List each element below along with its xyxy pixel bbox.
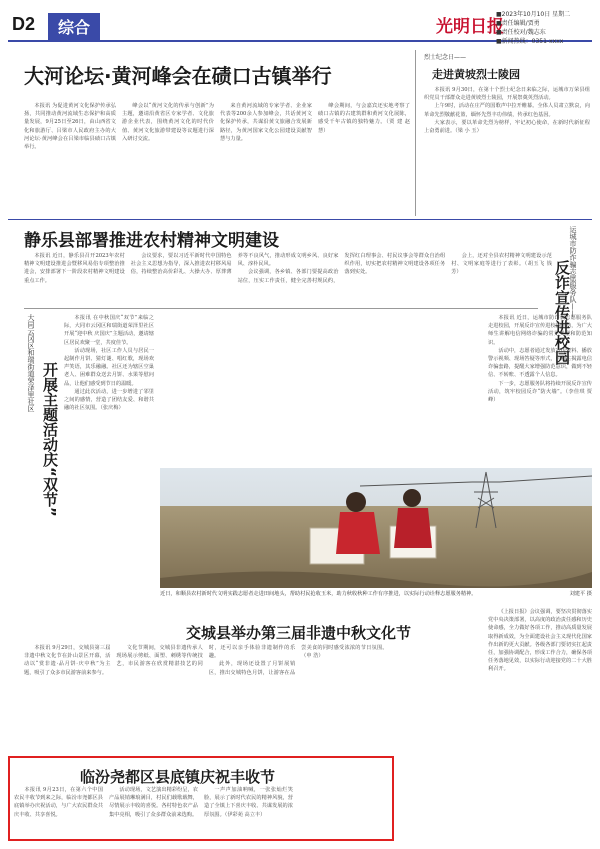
column-divider — [24, 308, 538, 309]
harvest-photo — [160, 468, 592, 588]
sidebar1-title: 走进黄坡烈士陵园 — [432, 68, 520, 81]
article4-body — [24, 644, 480, 752]
article2-title: 静乐县部署推进农村精神文明建设 — [24, 231, 279, 251]
paragraph: 本报讯 近日，运城市防诈骗志愿服务队走进校园，开展反诈宣传进校园活动，为广大师生讲解电信网络诈骗的常见类型和防范知识。 — [488, 315, 592, 346]
paragraph: 通过此次活动，进一步增进了邻里之间的感情，营造了团结友爱、和谐共融的社区氛围。（张庆梅） — [64, 388, 154, 412]
newspaper-logo: 光明日报 — [436, 17, 504, 37]
article5-body — [14, 786, 388, 838]
article2-body — [24, 252, 552, 306]
sidebar1-kicker: 烈士纪念日—— — [424, 54, 467, 61]
paragraph: 峰会期间，与会嘉宾还实地考察了碛口古镇的古建筑群和黄河文化展陈，感受千年古镇的独特魅力。（贾 建 赵 慧） — [318, 103, 410, 134]
paragraph: 大家表示，要以革命先烈为榜样，牢记初心使命，在新时代新征程上奋勇前进。（梁 小 玉） — [424, 119, 590, 135]
paragraph: 峰会以“黄河文化的传承与创新”为主题，邀请沿黄省区专家学者、文化旅游企业代表，围绕黄河文化的时代价值、黄河文化旅游带建设等议题进行深入研讨交流。 — [122, 103, 214, 142]
meta-line: ■新闻热线：0351-xxxx — [496, 38, 564, 45]
caption-text: 近日，和顺县农村新时代文明实践志愿者走进田间地头，帮助村民抢收玉米，助力秋收秋种工作有序推进，以实际行动诠释志愿服务精神。 — [160, 591, 477, 597]
paragraph: 本报讯 9月29日，交城县第三届非遗中秋文化节在卦山景区开幕，活动以“赏非遗·品月饼·庆中秋”为主题，吸引了众多市民游客前来参与。 — [24, 645, 111, 676]
meta-line: ■2023年10月10日 星期二 — [496, 11, 571, 18]
meta-line: ■责任编辑/贾勇 — [496, 20, 540, 27]
paragraph: 本报讯 为促进黄河文化保护传承弘扬，共同推动黄河流域生态保护和高质量发展，9月25日至26日，由山西省文化和旅游厅、吕梁市人民政府主办的大河论坛·黄河峰会在吕梁市临县碛口古镇举行。 — [24, 103, 116, 151]
paragraph: 会议强调，各乡镇、各部门要提高政治站位，压实工作责任，健全完善村规民约，发挥红白理事会、村民议事会等群众自治组织作用，切实把农村精神文明建设各项任务落到实处。 — [237, 253, 446, 284]
sidebar1-body — [424, 86, 590, 216]
issue-meta — [496, 10, 588, 46]
paragraph: 本报讯 9月30日，在第十个烈士纪念日来临之际，运城市万荣县组织党员干部群众走进黄坡烈士陵园，开展祭奠英烈活动。 — [424, 87, 590, 102]
paragraph: 活动现场，社区工作人员与居民一起制作月饼、猜灯谜、唱红歌，现场欢声笑语，其乐融融。社区还为辖区空巢老人、困难群众送去月饼、水果等慰问品，让他们感受到节日的温暖。 — [64, 347, 154, 387]
paragraph: 一声声加油呐喊，一张张灿烂笑脸，展示了新时代农民的精神风貌，营造了全镇上下喜庆丰收、共谋发展的浓厚氛围。（伊彩苑 高立丰） — [204, 787, 293, 818]
section-rule — [8, 219, 592, 220]
sidebar2-body — [488, 314, 592, 464]
meta-line: ■责任校对/魏志东 — [496, 29, 546, 36]
article4-title: 交城县举办第三届非遗中秋文化节 — [186, 624, 412, 642]
section-tag: 综合 — [48, 13, 100, 40]
article1-body — [24, 102, 410, 216]
paragraph: 本报讯 9月23日，在第六个中国农民丰收节到来之际，临汾市尧都区县底镇举办庆祝活动，与广大农民群众共庆丰收、共享喜悦。 — [14, 787, 103, 818]
paragraph: 此外，现场还设置了月饼展销区，推出交城特色月饼，让游客在品尝美食的同时感受浓浓的节日氛围。（申 浩） — [208, 645, 388, 676]
paragraph: 下一步，志愿服务队将持续开展反诈宣传活动，筑牢校园反诈“防火墙”。（李佳琪 贾 峰） — [488, 380, 592, 404]
article3-body — [64, 314, 154, 582]
paragraph: 本报讯 近日，静乐县召开2023年农村精神文明建设推进会暨移风易俗专项整治推进会，安排部署下一阶段农村精神文明建设重点工作。 — [24, 253, 125, 284]
article5-title: 临汾尧都区县底镇庆祝丰收节 — [80, 768, 276, 786]
paragraph: 上午9时，活动在庄严的国歌声中拉开帷幕。全体人员肃立默哀，向革命先烈敬献花篮，缅怀先烈丰功伟绩，传承红色基因。 — [424, 103, 590, 118]
paragraph: 活动中，志愿者通过发放宣传资料、播放警示视频、现场答疑等形式，向师生揭露电信诈骗套路，提醒大家增强防范意识，做到不轻信、不转账、不透露个人信息。 — [488, 347, 592, 379]
sidebar2-kicker: 运城市防诈骗志愿服务队—— — [569, 226, 577, 317]
paragraph: 文化节期间，交城县非遗传承人现场展示剪纸、面塑、刺绣等传统技艺，市民游客在欣赏精湛技艺的同时，还可以亲手体验非遗制作的乐趣。 — [116, 645, 296, 668]
article3-kicker: 大同云冈区和瑞街道荣泽里社区 — [27, 314, 35, 412]
paragraph: 活动现场，文艺演出精彩纷呈，农产品展销琳琅满目，村民们载歌载舞，尽情展示丰收的喜悦。各村特色农产品集中亮相，吸引了众多群众前来选购。 — [109, 787, 198, 818]
photo-caption — [160, 590, 592, 598]
article3-title: 开展主题活动庆“双节” — [41, 362, 59, 517]
paragraph: 《上报日报》会议强调，要坚决贯彻落实党中央决策部署，以高度的政治责任感和历史使命感，全力做好各项工作，推动高质量发展取得新成效，为全面建设社会主义现代化国家作出新的更大贡献。各级各部门要切实扛起责任，加强协调配合，形成工作合力，确保各项任务落地见效，以实际行动迎接党的二十大胜利召开。 — [488, 609, 592, 673]
paragraph: 会上，还对全县农村精神文明建设示范村、文明家庭等进行了表彰。（胡玉飞 钱 芳） — [451, 253, 552, 276]
page-header — [8, 6, 592, 45]
paragraph: 来自黄河流域的专家学者、企业家代表等200余人参加峰会，共话黄河文化保护传承，共谋沿黄文旅融合发展新路径，为黄河国家文化公园建设贡献智慧与力量。 — [220, 103, 312, 142]
paragraph: 会议要求，要以习近平新时代中国特色社会主义思想为指导，深入推进农村移风易俗，持续整治高价彩礼、大操大办、厚葬薄养等不良风气，推动形成文明乡风、良好家风、淳朴民风。 — [130, 253, 339, 276]
photo-credit: 刘建平 摄 — [569, 591, 592, 597]
paragraph: 本报讯 在中秋国庆“双节”来临之际，大同市云冈区和瑞街道荣泽里社区开展“迎中秋 庆国庆”主题活动，邀请辖区居民欢聚一堂，共度佳节。 — [64, 315, 154, 346]
article1-title: 大河论坛·黄河峰会在碛口古镇举行 — [24, 64, 332, 88]
page-number: D2 — [12, 14, 36, 34]
column-divider — [415, 50, 416, 216]
sidebar2-note — [488, 608, 592, 844]
sidebar2-title: 反诈宣传进校园 — [553, 260, 571, 365]
